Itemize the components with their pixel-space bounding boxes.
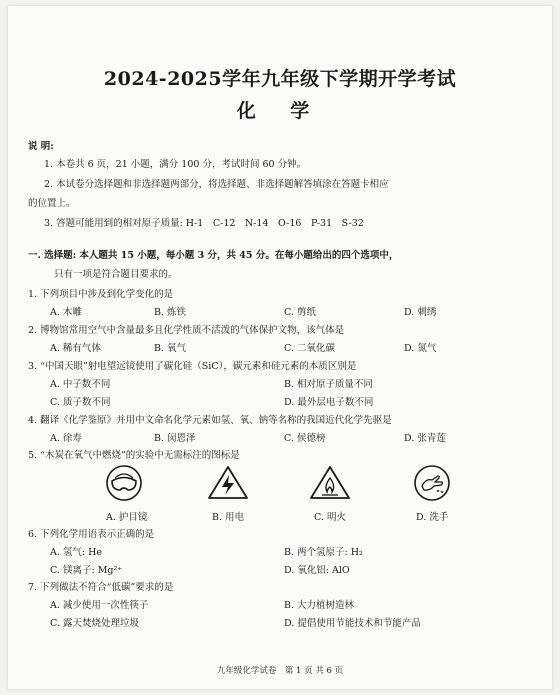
exam-page (8, 6, 552, 689)
note-3: 3. 答题可能用到的相对原子质量: H-1 C-12 N-14 O-16 P-31 S-32 (44, 218, 364, 229)
option-c: C. 二氧化碳 (284, 343, 335, 354)
option-c: C. 明火 (314, 512, 346, 523)
option-d: D. 洗手 (416, 512, 449, 523)
option-b: B. 用电 (212, 512, 245, 523)
notes-heading: 说 明: (28, 141, 54, 152)
electricity-icon (206, 464, 250, 502)
option-b: B. 相对原子质量不同 (284, 379, 374, 390)
option-c: C. 露天焚烧处理垃圾 (50, 618, 139, 629)
hand-wash-icon (412, 464, 452, 502)
option-a: A. 稀有气体 (50, 343, 101, 354)
option-c: C. 侯德榜 (284, 433, 326, 444)
note-2b: 的位置上。 (28, 198, 76, 209)
note-1: 1. 本卷共 6 页，21 小题，满分 100 分，考试时间 60 分钟。 (44, 159, 307, 170)
option-b: B. 两个氢原子: H₂ (284, 547, 363, 558)
option-c: C. 剪纸 (284, 307, 316, 318)
option-c: C. 镁离子: Mg²⁺ (50, 565, 123, 576)
section-heading-2: 只有一项是符合题目要求的。 (54, 269, 178, 280)
question-stem: 4. 翻译《化学鉴原》并用中文命名化学元素如氢、氧、钠等名称的我国近代化学先驱是 (28, 415, 392, 426)
flame-icon (308, 464, 352, 502)
option-b: B. 闵恩泽 (154, 433, 196, 444)
question-stem: 3. “中国天眼”射电望远镜使用了碳化硅（SiC），碳元素和硅元素的本质区别是 (28, 361, 357, 372)
option-a: A. 氢气: He (50, 547, 103, 558)
question-stem: 5. “木炭在氧气中燃烧”的实验中无需标注的图标是 (28, 450, 240, 461)
option-b: B. 氧气 (154, 343, 187, 354)
option-d: D. 提倡使用节能技术和节能产品 (284, 618, 421, 629)
exam-title: 2024-2025学年九年级下学期开学考试 (103, 68, 457, 90)
question-stem: 1. 下列项目中涉及到化学变化的是 (28, 289, 174, 300)
option-a: A. 徐寿 (50, 433, 82, 444)
question-stem: 6. 下列化学用语表示正确的是 (28, 529, 155, 540)
section-heading: 一. 选择题: 本人题共 15 小题，每小题 3 分，共 45 分。在每小题给出的四个选项中， (28, 250, 399, 261)
option-d: D. 氧化铝: AlO (284, 565, 350, 576)
option-c: C. 质子数不同 (50, 397, 111, 408)
subject-title: 化 学 (236, 100, 324, 122)
option-b: B. 炼铁 (154, 307, 187, 318)
option-d: D. 刺绣 (404, 307, 437, 318)
option-d: D. 氮气 (404, 343, 437, 354)
option-a: A. 减少使用一次性筷子 (50, 600, 149, 611)
option-d: D. 最外层电子数不同 (284, 397, 374, 408)
question-stem: 2. 博物馆常用空气中含量最多且化学性质不活泼的气体保护文物，该气体是 (28, 325, 345, 336)
option-a: A. 中子数不同 (50, 379, 111, 390)
note-2a: 2. 本试卷分选择题和非选择题两部分，将选择题、非选择题解答填涂在答题卡相应 (44, 179, 389, 190)
option-b: B. 大力植树造林 (284, 600, 355, 611)
option-d: D. 张青莲 (404, 433, 446, 444)
option-a: A. 木雕 (50, 307, 82, 318)
goggles-icon (104, 464, 144, 502)
option-a: A. 护目镜 (106, 512, 148, 523)
page-footer: 九年级化学试卷 第 1 页 共 6 页 (216, 666, 344, 676)
question-stem: 7. 下列做法不符合“低碳”要求的是 (28, 582, 174, 593)
